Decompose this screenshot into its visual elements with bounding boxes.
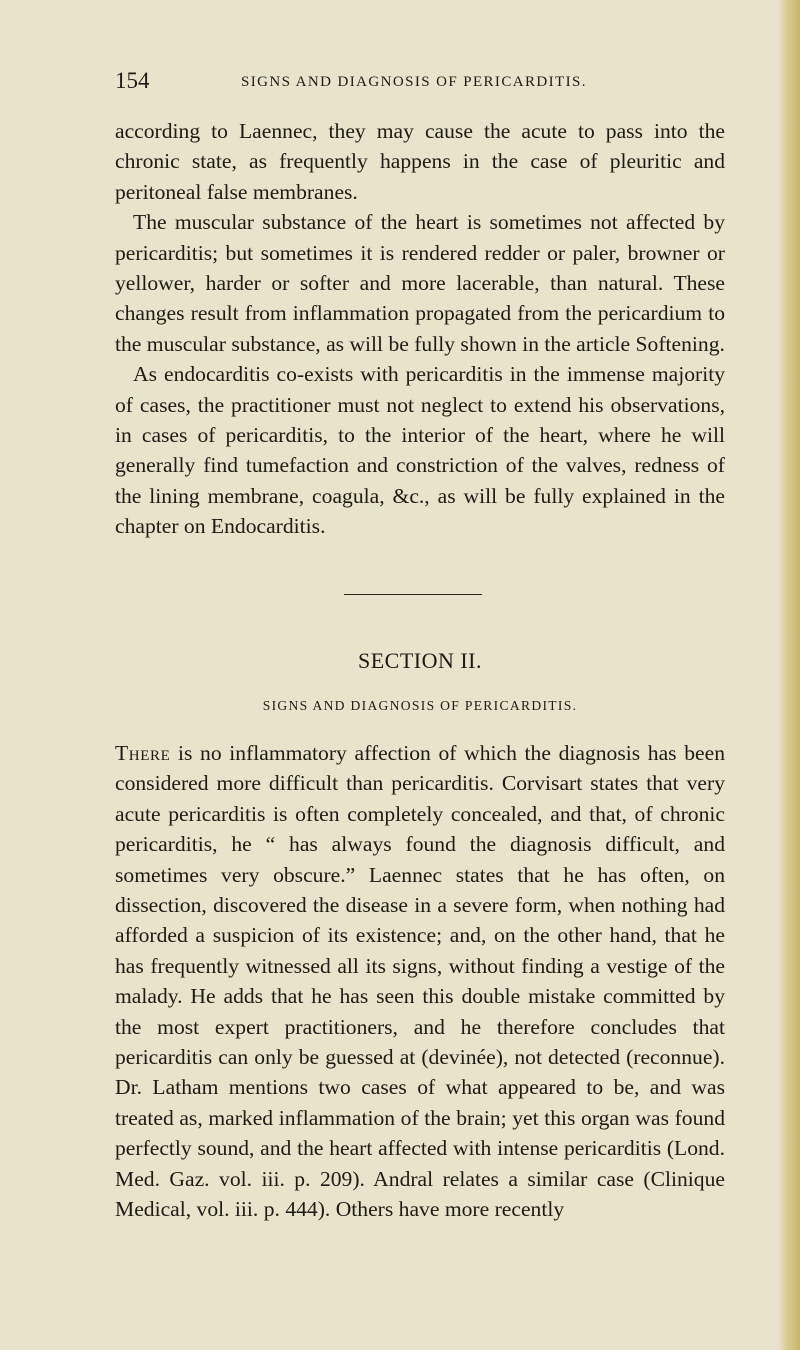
body-text-top [115, 116, 725, 542]
page-edge [778, 0, 800, 1350]
paragraph-signs-diagnosis-text: is no inflammatory affection of which the diagnosis has been considered more difficult than pericarditis. Corvisart states that very acute pericarditis is often completely concealed, and that, of chronic pericarditis, he “ has always found the diagnosis difficult, and sometimes very obscure.” Laennec states that he has often, on dissection, discovered the disease in a severe form, when nothing had afforded a suspicion of its existence; and, on the other hand, that he has frequently witnessed all its signs, without finding a vestige of the malady. He adds that he has seen this double mistake committed by the most expert practitioners, and he therefore concludes that pericarditis can only be guessed at (devinée), not detected (reconnue). Dr. Latham mentions two cases of what appeared to be, and was treated as, marked inflammation of the brain; yet this organ was found perfectly sound, and the heart affected with intense pericarditis (Lond. Med. Gaz. vol. iii. p. 209). Andral relates a similar case (Clinique Medical, vol. iii. p. 444). Others have more recently [115, 741, 725, 1222]
paragraph-continuation: according to Laennec, they may cause the acute to pass into the chronic state, as frequently happens in the case of pleuritic and peritoneal false membranes. [115, 119, 725, 204]
body-text-section [115, 738, 725, 1225]
paragraph-muscular-substance: The muscular substance of the heart is sometimes not affected by pericarditis; but sometimes it is rendered redder or paler, browner or yellower, harder or softer and more lacerable, than natural. These changes result from inflammation propagated from the pericardium to the muscular substance, as will be fully shown in the article Softening. [115, 210, 725, 356]
paragraph-endocarditis: As endocarditis co-exists with pericarditis in the immense majority of cases, the practitioner must not neglect to extend his observations, in cases of pericarditis, to the interior of the heart, where he will generally find tumefaction and constriction of the valves, redness of the lining membrane, coagula, &c., as will be fully explained in the chapter on Endocarditis. [115, 362, 725, 539]
section-divider [344, 594, 482, 595]
running-title: SIGNS AND DIAGNOSIS OF PERICARDITIS. [241, 74, 587, 90]
section-subtitle: SIGNS AND DIAGNOSIS OF PERICARDITIS. [262, 698, 578, 713]
running-head [115, 66, 725, 96]
page-number: 154 [115, 68, 150, 93]
lead-word: There [115, 741, 171, 765]
paragraph-signs-diagnosis [115, 738, 725, 1225]
section-heading: SECTION II. [357, 648, 483, 673]
